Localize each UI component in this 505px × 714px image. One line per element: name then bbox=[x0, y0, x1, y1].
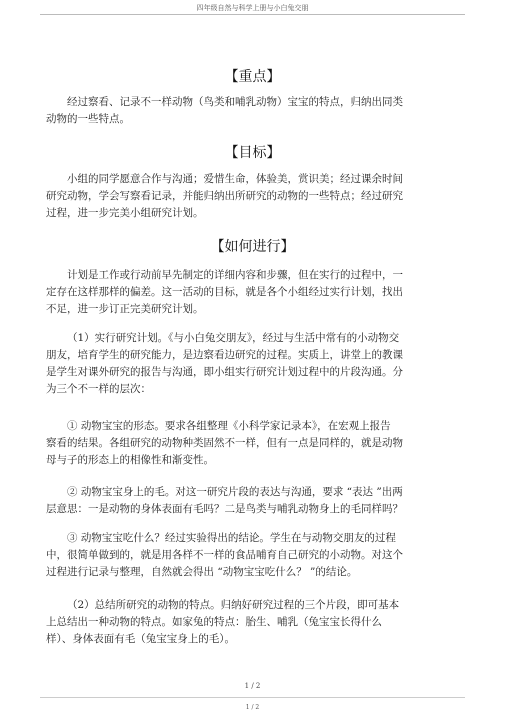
text-line: 小组的同学愿意合作与沟通；爱惜生命，体验美，赏识美；经过课余时间 bbox=[67, 173, 403, 185]
paragraph bbox=[46, 484, 456, 518]
paragraph bbox=[46, 330, 456, 398]
text-line: （2）总结所研究的动物的特点。归纳好研究过程的三个片段，即可基本 bbox=[67, 599, 400, 611]
text-line: 母与子的形态上的相像性和渐变性。 bbox=[46, 454, 214, 466]
text-line: （1）实行研究计划。《与小白兔交朋友》，经过与生活中常有的小动物交 bbox=[67, 332, 400, 344]
text-line: ③ 动物宝宝吃什么？经过实验得出的结论。学生在与动物交朋友的过程 bbox=[67, 532, 396, 544]
text-line: 是学生对课外研究的报告与沟通，即小组实行研究计划过程中的片段沟通。分 bbox=[46, 366, 403, 378]
page-number: 1 / 2 bbox=[244, 682, 261, 690]
paragraph bbox=[46, 171, 456, 222]
text-line: 过程进行记录与整理，自然就会得出 “动物宝宝吃什么？ ”的结论。 bbox=[46, 566, 358, 578]
heading-how-to-proceed: 【如何进行】 bbox=[210, 239, 295, 255]
text-line: ② 动物宝宝身上的毛。对这一研究片段的表达与沟通，要求 “表达 ”出两 bbox=[67, 486, 403, 498]
text-line: 研究动物，学会写察看记录，并能归纳出所研究的动物的一些特点；经过研究 bbox=[46, 190, 403, 202]
text-line: 中，很简单做到的，就是用各样不一样的食品哺育自己研究的小动物。对这个 bbox=[46, 549, 403, 561]
footer-divider bbox=[40, 697, 465, 698]
text-line: 经过察看、记录不一样动物（鸟类和哺乳动物）宝宝的特点，归纳出同类 bbox=[67, 96, 403, 108]
paragraph bbox=[46, 530, 456, 581]
header-divider bbox=[40, 14, 465, 15]
text-line: 过程，进一步完美小组研究计划。 bbox=[46, 207, 204, 219]
text-line: 为三个不一样的层次： bbox=[46, 383, 151, 395]
text-line: 动物的一些特点。 bbox=[46, 113, 130, 125]
heading-key-points: 【重点】 bbox=[224, 69, 281, 85]
text-line: 定存在这样那样的偏差。这一活动的目标，就是各个小组经过实行计划，找出 bbox=[46, 286, 403, 298]
paragraph bbox=[46, 597, 456, 648]
text-line: 朋友，培育学生的研究能力，是边察看边研究的过程。实质上，讲堂上的教课 bbox=[46, 349, 403, 361]
page-number-secondary: 1 / 2 bbox=[245, 704, 260, 711]
text-line: 察看的结果。各组研究的动物种类固然不一样，但有一点是同样的，就是动物 bbox=[46, 437, 403, 449]
text-line: 计划是工作或行动前早先制定的详细内容和步骤，但在实行的过程中，一 bbox=[67, 269, 403, 281]
text-line: 样）、身体表面有毛（兔宝宝身上的毛）。 bbox=[46, 633, 235, 645]
text-line: 不足，进一步订正完美研究计划。 bbox=[46, 303, 204, 315]
text-line: 层意思：一是动物的身体表面有毛吗？二是鸟类与哺乳动物身上的毛同样吗？ bbox=[46, 503, 403, 515]
paragraph bbox=[46, 94, 456, 128]
text-line: 上总结出一种动物的特点。如家兔的特点：胎生、哺乳（兔宝宝长得什么 bbox=[46, 616, 382, 628]
page-header: 四年级自然与科学上册与小白兔交朋 bbox=[196, 4, 309, 12]
paragraph bbox=[46, 267, 456, 318]
heading-goals: 【目标】 bbox=[224, 145, 281, 161]
paragraph bbox=[46, 418, 456, 469]
text-line: ① 动物宝宝的形态。要求各组整理《小科学家记录本》，在宏观上报告 bbox=[67, 420, 391, 432]
